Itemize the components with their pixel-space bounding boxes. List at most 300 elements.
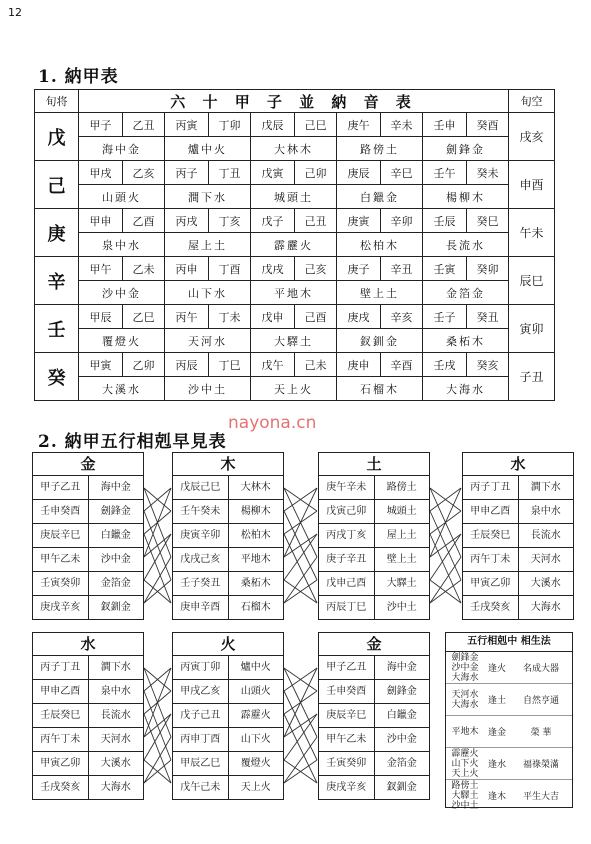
- nayin-cell: 城頭土: [251, 185, 337, 209]
- connector-line: [144, 534, 171, 557]
- element-box: [172, 632, 284, 800]
- ganzhi-pair: 甲子乙丑: [40, 482, 81, 493]
- ganzhi-pair: 庚辰辛巳: [326, 710, 367, 721]
- nayin-name: 爐中火: [228, 656, 284, 679]
- element-row: [33, 548, 143, 572]
- nayin-name: 覆燈火: [228, 752, 284, 775]
- element-row: [33, 776, 143, 799]
- ganzhi-pair: 甲午乙未: [40, 554, 81, 565]
- connector-line: [284, 668, 317, 691]
- ganzhi-cell: 辛卯: [381, 209, 423, 233]
- stem-cell: 己: [35, 161, 79, 209]
- connector-line: [144, 714, 171, 760]
- ganzhi-cell: 丁未: [209, 305, 251, 329]
- nayin-name: 天河水: [518, 548, 574, 571]
- connector-line: [284, 511, 317, 580]
- connector-line: [144, 488, 171, 557]
- nayin-cell: 泉中水: [79, 233, 165, 257]
- nayin-cell: 天上火: [251, 377, 337, 401]
- legend-result: 榮 華: [530, 728, 552, 738]
- element-title: 水: [463, 453, 573, 476]
- ganzhi-pair: 庚戌辛亥: [40, 602, 81, 613]
- ganzhi-cell: 壬辰: [423, 209, 467, 233]
- connector-line: [430, 580, 461, 603]
- element-row: [319, 572, 429, 596]
- nayin-cell: 爐中火: [165, 137, 251, 161]
- nayin-cell: 劍鋒金: [423, 137, 509, 161]
- nayin-name: 海中金: [88, 476, 144, 499]
- ganzhi-pair: 壬子癸丑: [180, 578, 221, 589]
- nayin-name: 劍鋒金: [374, 680, 430, 703]
- ganzhi-pair: 戊寅己卯: [326, 506, 367, 517]
- connector-line: [284, 534, 317, 580]
- ganzhi-cell: 乙巳: [123, 305, 165, 329]
- nayin-name: 白鑞金: [374, 704, 430, 727]
- element-row: [33, 596, 143, 619]
- element-row: [33, 752, 143, 776]
- nayin-name: 桑柘木: [228, 572, 284, 595]
- ganzhi-cell: 辛亥: [381, 305, 423, 329]
- nayin-name: 山下火: [228, 728, 284, 751]
- connector-line: [144, 760, 171, 783]
- element-row: [463, 500, 573, 524]
- nayin-cell: 屋上土: [165, 233, 251, 257]
- legend-items: 霹靂火 山下火 天上火: [451, 748, 479, 779]
- connector-line: [144, 714, 171, 737]
- element-title: 水: [33, 633, 143, 656]
- nayin-cell: 大林木: [251, 137, 337, 161]
- nayin-name: 大海水: [88, 776, 144, 799]
- element-row: [319, 548, 429, 572]
- ganzhi-pair: 丙子丁丑: [470, 482, 511, 493]
- nayin-name: 金箔金: [374, 752, 430, 775]
- ganzhi-cell: 癸酉: [467, 113, 509, 137]
- legend-row: [446, 652, 572, 684]
- ganzhi-pair: 甲申乙酉: [470, 506, 511, 517]
- connector-line: [284, 760, 317, 783]
- nayin-name: 大溪水: [88, 752, 144, 775]
- connector-line: [284, 534, 317, 603]
- element-box: [172, 452, 284, 620]
- nayin-name: 霹靂火: [228, 704, 284, 727]
- connector-line: [284, 714, 317, 760]
- header-xunkong: 旬空: [509, 90, 555, 113]
- connector-line: [430, 580, 461, 603]
- element-row: [319, 776, 429, 799]
- page-number: 12: [8, 6, 22, 19]
- ganzhi-pair: 戊戌己亥: [180, 554, 221, 565]
- nayin-name: 金箔金: [88, 572, 144, 595]
- ganzhi-cell: 丁巳: [209, 353, 251, 377]
- void-cell: 戌亥: [509, 113, 555, 161]
- nayin-name: 城頭土: [374, 500, 430, 523]
- ganzhi-cell: 丁丑: [209, 161, 251, 185]
- ganzhi-cell: 庚寅: [337, 209, 381, 233]
- nayin-cell: 大海水: [423, 377, 509, 401]
- ganzhi-pair: 丙午丁未: [40, 734, 81, 745]
- watermark: nayona.cn: [228, 413, 317, 433]
- element-row: [319, 752, 429, 776]
- connector-line: [430, 488, 461, 511]
- element-row: [173, 524, 283, 548]
- connector-line: [284, 691, 317, 760]
- element-row: [33, 572, 143, 596]
- nayin-cell: 沙中土: [165, 377, 251, 401]
- ganzhi-pair: 壬辰癸巳: [470, 530, 511, 541]
- connector-line: [144, 580, 171, 603]
- ganzhi-pair: 戊子己丑: [180, 710, 221, 721]
- ganzhi-pair: 庚午辛未: [326, 482, 367, 493]
- element-row: [33, 680, 143, 704]
- ganzhi-pair: 丙寅丁卯: [180, 662, 221, 673]
- ganzhi-pair: 庚子辛丑: [326, 554, 367, 565]
- nayin-name: 白鑞金: [88, 524, 144, 547]
- connector-line: [284, 760, 317, 783]
- connector-line: [144, 488, 171, 511]
- ganzhi-cell: 丙戌: [165, 209, 209, 233]
- element-title: 金: [33, 453, 143, 476]
- element-row: [173, 596, 283, 619]
- connector-line: [144, 488, 171, 557]
- connector-line: [284, 668, 317, 737]
- nayin-cell: 平地木: [251, 281, 337, 305]
- ganzhi-pair: 丙午丁未: [470, 554, 511, 565]
- nayin-name: 天河水: [88, 728, 144, 751]
- nayin-cell: 山下水: [165, 281, 251, 305]
- ganzhi-pair: 戊申己酉: [326, 578, 367, 589]
- ganzhi-pair: 壬申癸酉: [40, 506, 81, 517]
- connector-line: [284, 737, 317, 783]
- element-row: [33, 704, 143, 728]
- connector-line: [430, 488, 461, 557]
- connector-line: [284, 488, 317, 557]
- ganzhi-pair: 戊午己未: [180, 782, 221, 793]
- connector-line: [430, 511, 461, 580]
- connector-line: [284, 668, 317, 737]
- nayin-cell: 澗下水: [165, 185, 251, 209]
- ganzhi-cell: 甲辰: [79, 305, 123, 329]
- element-box: [318, 452, 430, 620]
- legend-condition: 逢土: [487, 696, 506, 706]
- legend-result: 名成大器: [522, 664, 559, 674]
- ganzhi-pair: 甲申乙酉: [40, 686, 81, 697]
- connector-line: [144, 534, 171, 580]
- nayin-cell: 山頭火: [79, 185, 165, 209]
- nayin-cell: 松柏木: [337, 233, 423, 257]
- ganzhi-cell: 戊寅: [251, 161, 295, 185]
- nayin-cell: 天河水: [165, 329, 251, 353]
- nayin-name: 澗下水: [88, 656, 144, 679]
- stem-cell: 戊: [35, 113, 79, 161]
- connector-line: [284, 488, 317, 511]
- ganzhi-pair: 壬寅癸卯: [326, 758, 367, 769]
- element-row: [173, 548, 283, 572]
- element-row: [173, 776, 283, 799]
- ganzhi-cell: 戊申: [251, 305, 295, 329]
- legend-row: [446, 716, 572, 748]
- ganzhi-pair: 庚戌辛亥: [326, 782, 367, 793]
- ganzhi-pair: 壬辰癸巳: [40, 710, 81, 721]
- ganzhi-cell: 庚辰: [337, 161, 381, 185]
- stem-cell: 辛: [35, 257, 79, 305]
- nayin-cell: 霹靂火: [251, 233, 337, 257]
- legend-items: 劍鋒金 沙中金 大海水: [451, 652, 479, 683]
- ganzhi-pair: 戊辰己巳: [180, 482, 221, 493]
- legend-row: [446, 748, 572, 780]
- connector-line: [430, 488, 461, 511]
- connector-line: [144, 557, 171, 603]
- void-cell: 午未: [509, 209, 555, 257]
- nayin-name: 大海水: [518, 596, 574, 619]
- ganzhi-cell: 乙卯: [123, 353, 165, 377]
- ganzhi-cell: 己酉: [295, 305, 337, 329]
- legend-result: 自然亨通: [522, 696, 559, 706]
- nayin-cell: 大驛土: [251, 329, 337, 353]
- ganzhi-pair: 壬午癸未: [180, 506, 221, 517]
- element-box: [462, 452, 574, 620]
- nayin-cell: 金箔金: [423, 281, 509, 305]
- ganzhi-pair: 壬申癸酉: [326, 686, 367, 697]
- element-row: [173, 476, 283, 500]
- legend-title: 五行相剋中 相生法: [446, 633, 572, 652]
- element-row: [319, 596, 429, 619]
- ganzhi-cell: 丁卯: [209, 113, 251, 137]
- ganzhi-cell: 辛巳: [381, 161, 423, 185]
- nayin-name: 平地木: [228, 548, 284, 571]
- nayin-cell: 壁上土: [337, 281, 423, 305]
- nayin-name: 天上火: [228, 776, 284, 799]
- ganzhi-cell: 丁酉: [209, 257, 251, 281]
- void-cell: 子丑: [509, 353, 555, 401]
- ganzhi-cell: 乙酉: [123, 209, 165, 233]
- element-row: [33, 476, 143, 500]
- nayin-name: 楊柳木: [228, 500, 284, 523]
- connector-line: [144, 668, 171, 691]
- connector-line: [284, 580, 317, 603]
- ganzhi-pair: 甲寅乙卯: [40, 758, 81, 769]
- ganzhi-cell: 甲午: [79, 257, 123, 281]
- element-row: [173, 500, 283, 524]
- nayin-table: [34, 89, 555, 401]
- connector-line: [284, 511, 317, 534]
- legend-row: [446, 780, 572, 811]
- legend-condition: 逢木: [487, 792, 506, 802]
- void-cell: 辰巳: [509, 257, 555, 305]
- nayin-name: 釵釧金: [374, 776, 430, 799]
- ganzhi-cell: 乙未: [123, 257, 165, 281]
- connector-line: [430, 534, 461, 557]
- element-row: [33, 728, 143, 752]
- ganzhi-pair: 丙子丁丑: [40, 662, 81, 673]
- stem-cell: 癸: [35, 353, 79, 401]
- element-title: 木: [173, 453, 283, 476]
- element-row: [319, 476, 429, 500]
- nayin-cell: 楊柳木: [423, 185, 509, 209]
- element-row: [319, 704, 429, 728]
- ganzhi-cell: 己未: [295, 353, 337, 377]
- nayin-name: 泉中水: [518, 500, 574, 523]
- nayin-name: 石榴木: [228, 596, 284, 619]
- ganzhi-cell: 癸亥: [467, 353, 509, 377]
- nayin-cell: 沙中金: [79, 281, 165, 305]
- nayin-cell: 桑柘木: [423, 329, 509, 353]
- nayin-cell: 白鑞金: [337, 185, 423, 209]
- ganzhi-cell: 己丑: [295, 209, 337, 233]
- ganzhi-cell: 乙亥: [123, 161, 165, 185]
- ganzhi-cell: 丙申: [165, 257, 209, 281]
- ganzhi-cell: 庚申: [337, 353, 381, 377]
- ganzhi-cell: 壬戌: [423, 353, 467, 377]
- ganzhi-cell: 庚午: [337, 113, 381, 137]
- element-row: [319, 656, 429, 680]
- legend-condition: 逢火: [487, 664, 506, 674]
- element-row: [33, 500, 143, 524]
- connector-line: [144, 488, 171, 511]
- ganzhi-pair: 甲午乙未: [326, 734, 367, 745]
- nayin-name: 沙中金: [88, 548, 144, 571]
- legend-condition: 逢金: [487, 728, 506, 738]
- ganzhi-pair: 丙戌丁亥: [326, 530, 367, 541]
- ganzhi-cell: 戊午: [251, 353, 295, 377]
- connector-line: [284, 714, 317, 737]
- connector-line: [284, 580, 317, 603]
- nayin-cell: 路傍土: [337, 137, 423, 161]
- element-box: [318, 632, 430, 800]
- ganzhi-cell: 辛丑: [381, 257, 423, 281]
- ganzhi-cell: 癸巳: [467, 209, 509, 233]
- table-title: 六 十 甲 子 並 納 音 表: [79, 90, 509, 113]
- connector-line: [284, 691, 317, 714]
- ganzhi-cell: 乙丑: [123, 113, 165, 137]
- ganzhi-cell: 己卯: [295, 161, 337, 185]
- ganzhi-cell: 甲申: [79, 209, 123, 233]
- element-row: [173, 704, 283, 728]
- nayin-name: 長流水: [88, 704, 144, 727]
- nayin-cell: 長流水: [423, 233, 509, 257]
- ganzhi-cell: 壬申: [423, 113, 467, 137]
- connector-line: [430, 534, 461, 580]
- legend-items: 路傍土 大驛土 沙中土: [451, 780, 479, 811]
- nayin-name: 山頭火: [228, 680, 284, 703]
- ganzhi-cell: 壬午: [423, 161, 467, 185]
- ganzhi-pair: 甲寅乙卯: [470, 578, 511, 589]
- ganzhi-cell: 甲子: [79, 113, 123, 137]
- element-title: 火: [173, 633, 283, 656]
- legend-items: 天河水 大海水: [451, 689, 479, 710]
- connector-line: [284, 668, 317, 691]
- ganzhi-pair: 壬戌癸亥: [40, 782, 81, 793]
- nayin-name: 釵釧金: [88, 596, 144, 619]
- ganzhi-pair: 庚寅辛卯: [180, 530, 221, 541]
- void-cell: 申酉: [509, 161, 555, 209]
- element-row: [173, 572, 283, 596]
- header-xunjiang: 旬将: [35, 90, 79, 113]
- nayin-cell: 石榴木: [337, 377, 423, 401]
- connector-line: [144, 691, 171, 714]
- nayin-name: 劍鋒金: [88, 500, 144, 523]
- ganzhi-pair: 壬寅癸卯: [40, 578, 81, 589]
- ganzhi-cell: 丙午: [165, 305, 209, 329]
- nayin-name: 沙中金: [374, 728, 430, 751]
- element-box: [32, 632, 144, 800]
- ganzhi-cell: 庚子: [337, 257, 381, 281]
- element-row: [463, 596, 573, 619]
- element-row: [463, 476, 573, 500]
- ganzhi-cell: 丙辰: [165, 353, 209, 377]
- nayin-name: 大驛土: [374, 572, 430, 595]
- connector-line: [430, 488, 461, 557]
- ganzhi-cell: 甲戌: [79, 161, 123, 185]
- ganzhi-pair: 壬戌癸亥: [470, 602, 511, 613]
- connector-line: [144, 668, 171, 737]
- nayin-name: 屋上土: [374, 524, 430, 547]
- connector-line: [144, 668, 171, 737]
- connector-line: [284, 557, 317, 603]
- nayin-name: 海中金: [374, 656, 430, 679]
- element-title: 土: [319, 453, 429, 476]
- element-row: [463, 524, 573, 548]
- ganzhi-cell: 己亥: [295, 257, 337, 281]
- ganzhi-cell: 己巳: [295, 113, 337, 137]
- ganzhi-cell: 辛未: [381, 113, 423, 137]
- stem-cell: 庚: [35, 209, 79, 257]
- element-row: [173, 728, 283, 752]
- nayin-cell: 海中金: [79, 137, 165, 161]
- nayin-cell: 大溪水: [79, 377, 165, 401]
- ganzhi-cell: 丙子: [165, 161, 209, 185]
- element-box: [32, 452, 144, 620]
- ganzhi-cell: 癸未: [467, 161, 509, 185]
- ganzhi-cell: 庚戌: [337, 305, 381, 329]
- ganzhi-cell: 丙寅: [165, 113, 209, 137]
- nayin-cell: 釵釧金: [337, 329, 423, 353]
- element-row: [319, 524, 429, 548]
- ganzhi-cell: 戊辰: [251, 113, 295, 137]
- connector-line: [144, 714, 171, 783]
- legend-box: [445, 632, 573, 811]
- nayin-name: 松柏木: [228, 524, 284, 547]
- element-title: 金: [319, 633, 429, 656]
- connector-line: [430, 534, 461, 603]
- connector-line: [284, 534, 317, 557]
- section2-heading: 2. 納甲五行相剋早見表: [38, 432, 227, 452]
- connector-line: [430, 557, 461, 603]
- ganzhi-pair: 丙辰丁巳: [326, 602, 367, 613]
- element-row: [173, 680, 283, 704]
- connector-line: [144, 580, 171, 603]
- legend-row: [446, 684, 572, 716]
- element-row: [173, 752, 283, 776]
- nayin-name: 大溪水: [518, 572, 574, 595]
- ganzhi-cell: 癸卯: [467, 257, 509, 281]
- nayin-name: 路傍土: [374, 476, 430, 499]
- legend-result: 平生大吉: [522, 792, 559, 802]
- ganzhi-pair: 丙申丁酉: [180, 734, 221, 745]
- nayin-name: 大林木: [228, 476, 284, 499]
- section1-heading: 1. 納甲表: [38, 67, 119, 87]
- connector-line: [144, 511, 171, 534]
- nayin-name: 壁上土: [374, 548, 430, 571]
- element-row: [173, 656, 283, 680]
- connector-line: [284, 488, 317, 511]
- ganzhi-pair: 甲辰乙巳: [180, 758, 221, 769]
- connector-line: [144, 737, 171, 783]
- element-row: [463, 572, 573, 596]
- connector-line: [144, 511, 171, 580]
- connector-line: [144, 691, 171, 760]
- legend-result: 福祿榮滿: [522, 760, 559, 770]
- element-row: [319, 680, 429, 704]
